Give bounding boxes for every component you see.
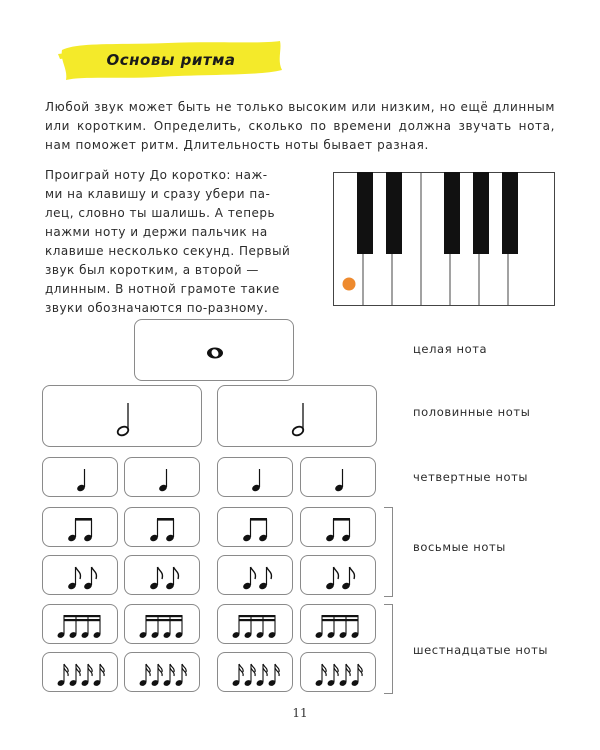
paragraph-line: клавише несколько секунд. Первый [45,244,291,258]
quarter-note-card [300,457,376,497]
paragraph-line: ми на клавишу и сразу убери па- [45,187,271,201]
half-note-icon [218,386,378,448]
eighth-beamed-card [217,507,293,547]
paragraph-line: нажми ноту и держи пальчик на [45,225,268,239]
flagged-sixteenth-notes-icon [43,653,119,693]
quarter-note-icon [43,458,119,498]
sixteenth-flagged-card [124,652,200,692]
instruction-paragraph [45,166,290,318]
eighth-beamed-card [300,507,376,547]
black-key [473,172,489,254]
sixteenth-beamed-card [300,604,376,644]
paragraph-line: Проиграй ноту До коротко: наж- [45,168,268,182]
beamed-eighth-notes-icon [43,508,119,548]
half-note-icon [43,386,203,448]
half-note-card [42,385,202,447]
label-whole-note: целая нота [413,342,488,356]
label-eighth-notes: восьмые ноты [413,540,506,554]
intro-paragraph: Любой звук может быть не только высоким или низким, но ещё длинным или коротким. Определить, сколько по времени должна звучать нота, нам поможет ритм. Длительность ноты бывает разная. [45,100,555,152]
quarter-note-icon [125,458,201,498]
whole-note-card [134,319,294,381]
sixteenth-beamed-card [124,604,200,644]
half-note-card [217,385,377,447]
quarter-note-card [217,457,293,497]
quarter-note-card [124,457,200,497]
black-key [502,172,518,254]
eighth-beamed-card [124,507,200,547]
beamed-eighth-notes-icon [218,508,294,548]
eighth-flagged-card [217,555,293,595]
black-key [386,172,402,254]
flagged-eighth-notes-icon [301,556,377,596]
paragraph-line: звуки обозначаются по-разному. [45,301,269,315]
beamed-sixteenth-notes-icon [301,605,377,645]
quarter-note-icon [301,458,377,498]
flagged-sixteenth-notes-icon [218,653,294,693]
flagged-sixteenth-notes-icon [301,653,377,693]
sixteenth-flagged-card [42,652,118,692]
flagged-sixteenth-notes-icon [125,653,201,693]
paragraph-line: длинным. В нотной грамоте такие [45,282,280,296]
beamed-sixteenth-notes-icon [125,605,201,645]
beamed-eighth-notes-icon [125,508,201,548]
eighth-flagged-card [300,555,376,595]
note-c-dot [343,278,356,291]
eighth-bracket [384,507,393,597]
eighth-flagged-card [124,555,200,595]
flagged-eighth-notes-icon [218,556,294,596]
sixteenth-flagged-card [217,652,293,692]
eighth-beamed-card [42,507,118,547]
sixteenth-beamed-card [217,604,293,644]
beamed-eighth-notes-icon [301,508,377,548]
label-half-notes: половинные ноты [413,405,531,419]
beamed-sixteenth-notes-icon [218,605,294,645]
paragraph-line: лец, словно ты шалишь. А теперь [45,206,276,220]
quarter-note-card [42,457,118,497]
whole-note-icon [135,320,295,382]
paragraph-line: звук был коротким, а второй — [45,263,259,277]
quarter-note-icon [218,458,294,498]
label-sixteenth-notes: шестнадцатые ноты [413,643,549,657]
black-key [357,172,373,254]
title-banner [58,36,284,84]
beamed-sixteenth-notes-icon [43,605,119,645]
page-title: Основы ритма [106,51,236,69]
piano-keyboard [333,172,555,306]
label-quarter-notes: четвертные ноты [413,470,529,484]
black-key [444,172,460,254]
sixteenth-bracket [384,604,393,694]
flagged-eighth-notes-icon [43,556,119,596]
sixteenth-beamed-card [42,604,118,644]
sixteenth-flagged-card [300,652,376,692]
eighth-flagged-card [42,555,118,595]
flagged-eighth-notes-icon [125,556,201,596]
page-number: 11 [292,706,308,720]
